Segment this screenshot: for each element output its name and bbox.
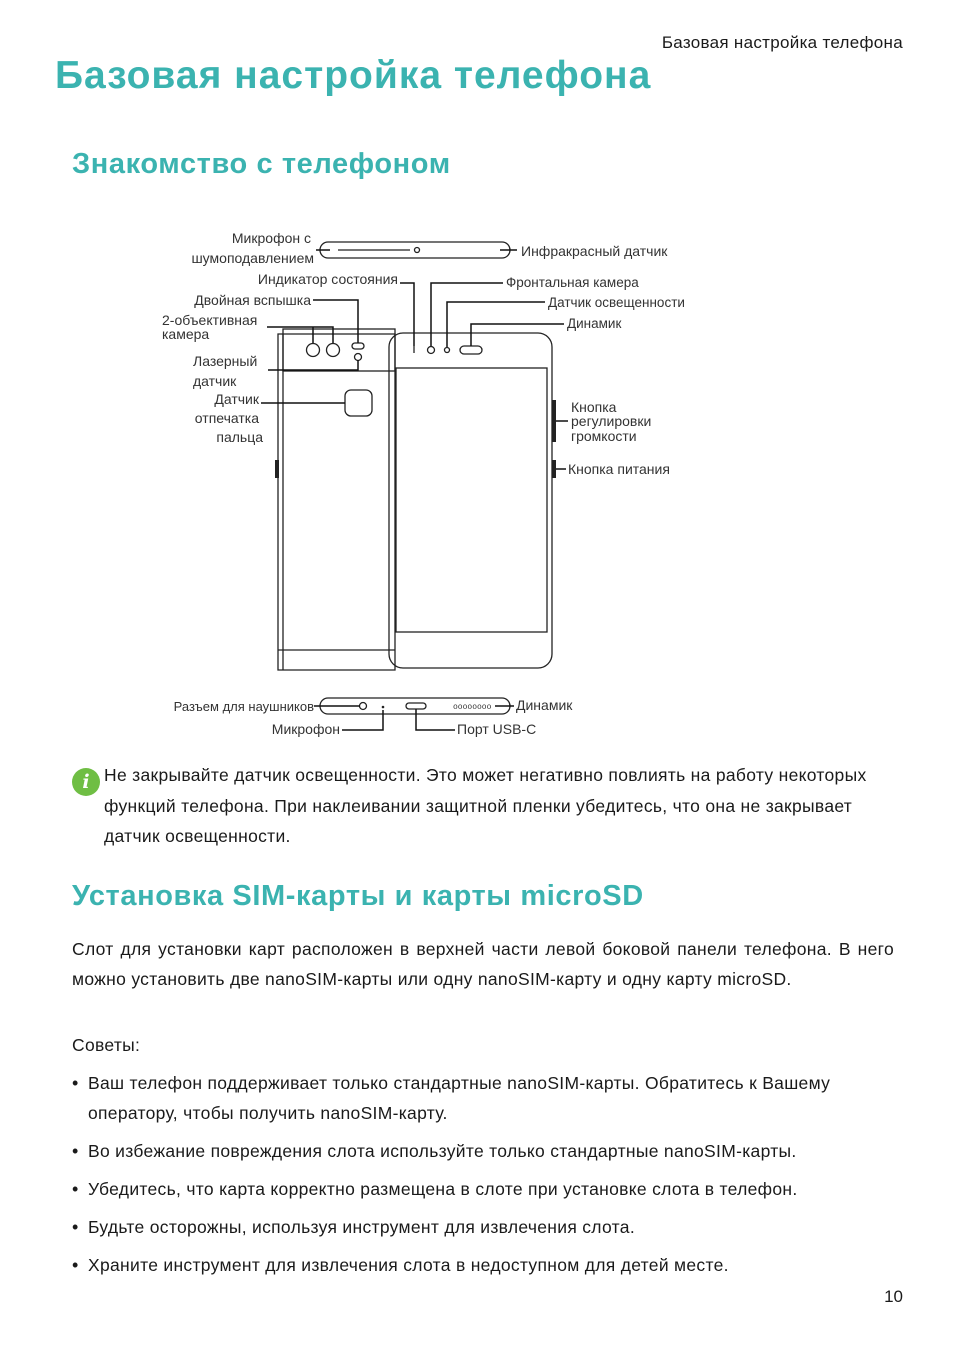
list-item — [72, 1174, 894, 1204]
label-microphone: Микрофон — [271, 721, 340, 737]
list-item — [72, 1068, 894, 1128]
label-speaker-bottom: Динамик — [516, 697, 573, 713]
label-dual-flash: Двойная вспышка — [194, 292, 311, 308]
tip-text: Ваш телефон поддерживает только стандартные nanoSIM-карты. Обратитесь к Вашему оператору, чтобы получить nanoSIM-карту. — [88, 1073, 831, 1123]
label-volume-2: регулировки — [571, 413, 652, 429]
list-item — [72, 1212, 894, 1242]
sim-paragraph: Слот для установки карт расположен в верхней части левой боковой панели телефона. В него можно установить две nanoSIM-карты или одну nanoSIM-карту и одну карту microSD. — [72, 939, 894, 989]
tips-list — [72, 1068, 894, 1288]
section-title-intro: Знакомство с телефоном — [72, 148, 451, 180]
label-laser-2: датчик — [193, 373, 237, 389]
info-icon: i — [72, 768, 100, 796]
label-volume-1: Кнопка — [571, 399, 617, 415]
label-headphone-jack: Разъем для наушников — [173, 699, 314, 714]
tip-text: Будьте осторожны, используя инструмент для извлечения слота. — [88, 1217, 635, 1237]
diagram-labels — [162, 230, 685, 737]
svg-text:oooooooo: oooooooo — [453, 703, 492, 712]
label-usb-port: Порт USB-C — [457, 721, 537, 737]
label-ir-sensor: Инфракрасный датчик — [521, 243, 668, 259]
tip-text: Во избежание повреждения слота используйте только стандартные nanoSIM-карты. — [88, 1141, 797, 1161]
label-noise-mic-1: Микрофон с — [231, 230, 311, 246]
label-light-sensor: Датчик освещенности — [548, 295, 685, 310]
label-laser-1: Лазерный — [193, 353, 258, 369]
label-fingerprint-3: пальца — [216, 429, 263, 445]
phone-front — [389, 333, 556, 668]
list-item — [72, 1136, 894, 1166]
page-title: Базовая настройка телефона — [55, 54, 652, 97]
label-status-indicator: Индикатор состояния — [257, 271, 398, 287]
label-dual-camera-2: камера — [162, 326, 210, 342]
label-power-button: Кнопка питания — [568, 461, 670, 477]
tips-label: Советы: — [72, 1035, 141, 1055]
label-front-camera: Фронтальная камера — [506, 275, 639, 290]
phone-back — [275, 329, 395, 670]
label-dual-camera-1: 2-объективная — [162, 312, 258, 328]
leader-lines — [261, 250, 568, 730]
page-number: 10 — [884, 1287, 903, 1306]
bullet-icon: • — [72, 1217, 79, 1237]
running-header: Базовая настройка телефона — [661, 33, 903, 52]
phone-top-edge — [320, 242, 510, 258]
label-fingerprint-1: Датчик — [214, 391, 259, 407]
list-item — [72, 1250, 894, 1280]
note-text: Не закрывайте датчик освещенности. Это может негативно повлиять на работу некоторых функций телефона. При наклеивании защитной пленки убедитесь, что она не закрывает датчик освещенности. — [104, 765, 867, 846]
section-title-sim: Установка SIM-карты и карты microSD — [72, 880, 644, 912]
tip-text: Убедитесь, что карта корректно размещена в слоте при установке слота в телефон. — [88, 1179, 798, 1199]
bullet-icon: • — [72, 1073, 79, 1093]
label-fingerprint-2: отпечатка — [194, 410, 259, 426]
bullet-icon: • — [72, 1179, 79, 1199]
bullet-icon: • — [72, 1141, 79, 1161]
label-volume-3: громкости — [571, 428, 637, 444]
tip-text: Храните инструмент для извлечения слота в недоступном для детей месте. — [88, 1255, 729, 1275]
label-noise-mic-2: шумоподавлением — [191, 250, 314, 266]
label-speaker-top: Динамик — [567, 316, 622, 331]
bullet-icon: • — [72, 1255, 79, 1275]
